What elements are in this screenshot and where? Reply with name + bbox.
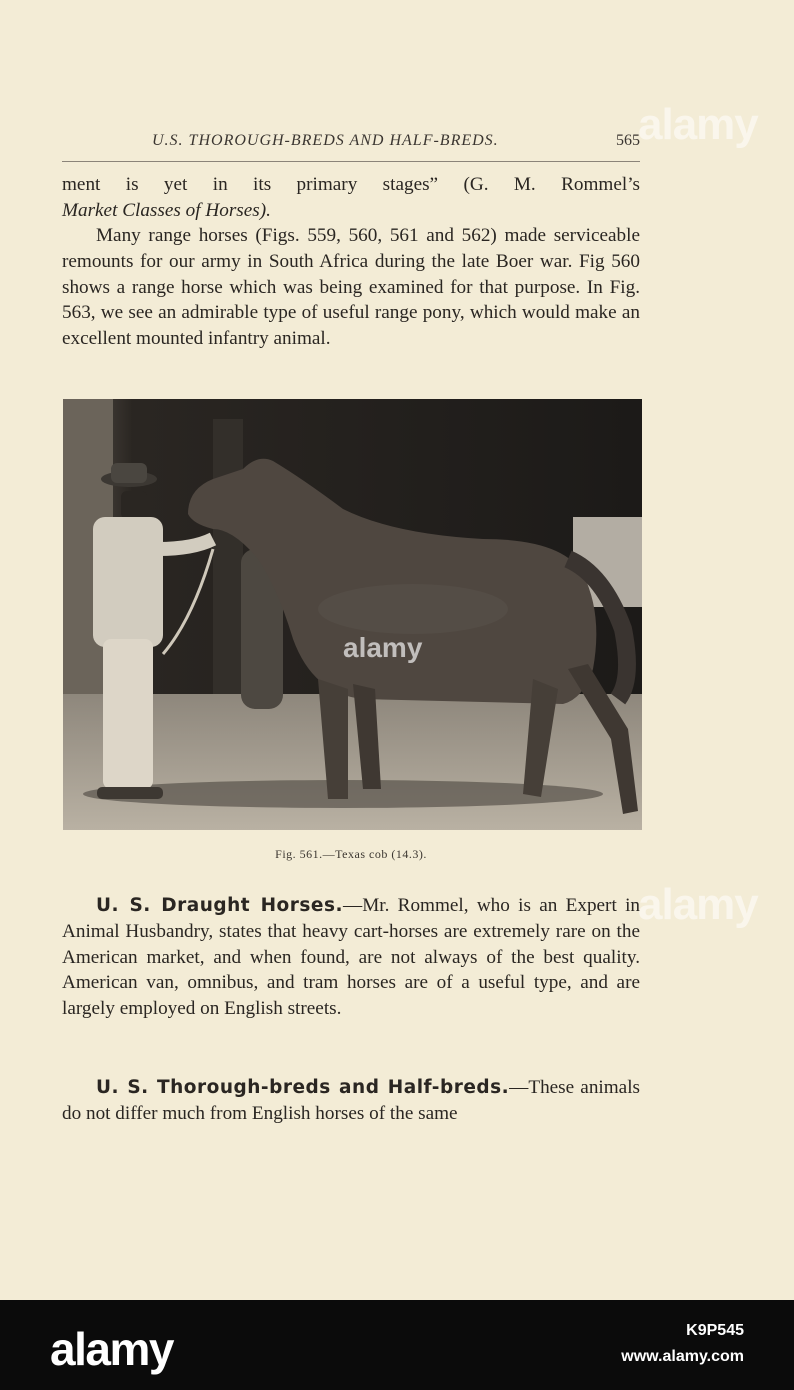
paragraph-draught-horses: [62, 893, 640, 1022]
paragraph-line: ment is yet in its primary stages” (G. M. Rommel’s: [62, 174, 640, 195]
site-link[interactable]: www.alamy.com: [621, 1348, 744, 1365]
stock-footer: [0, 1300, 794, 1390]
section-heading-draught: U. S. Draught Horses.: [96, 895, 343, 916]
paragraph-body: —Mr. Rommel, who is an Expert in Animal Husbandry, states that heavy cart-horses are extremely rare on the American market, and when found, are not always of the best quality. American van, omnibus, and tram horses are of a useful type, and are largely employed on English streets.: [62, 895, 640, 1020]
section-heading-thoroughbreds: U. S. Thorough-breds and Half-breds.: [96, 1077, 510, 1098]
header-rule: [62, 161, 640, 162]
paragraph-range-horses: Many range horses (Figs. 559, 560, 561 and 562) made serviceable remounts for our army in South Africa during the late Boer war. Fig 560 shows a range horse which was being examined for that purpose. In Fig. 563, we see an admirable type of useful range pony, which would make an excellent mounted infantry animal.: [62, 225, 640, 350]
horse-photo-illustration: [63, 399, 642, 830]
page-number: 565: [616, 132, 640, 149]
figure-caption: Fig. 561.—Texas cob (14.3).: [275, 847, 427, 861]
figure-photo: [63, 399, 642, 830]
photo-watermark: alamy: [343, 632, 423, 663]
paragraph-body: —These animals do not differ much from English horses of the same: [62, 1077, 640, 1124]
running-head-title: U.S. THOROUGH-BREDS AND HALF-BREDS.: [152, 132, 499, 149]
paragraph-line-italic: Market Classes of Horses).: [62, 199, 271, 221]
watermark-middle: alamy: [638, 880, 758, 929]
watermark-top: alamy: [638, 100, 758, 149]
paragraph-thoroughbreds: [62, 1075, 640, 1127]
image-id: K9P545: [686, 1322, 744, 1339]
brand-logo: alamy: [50, 1323, 173, 1375]
running-head: [62, 132, 640, 154]
paragraph-continuation: [62, 172, 640, 224]
